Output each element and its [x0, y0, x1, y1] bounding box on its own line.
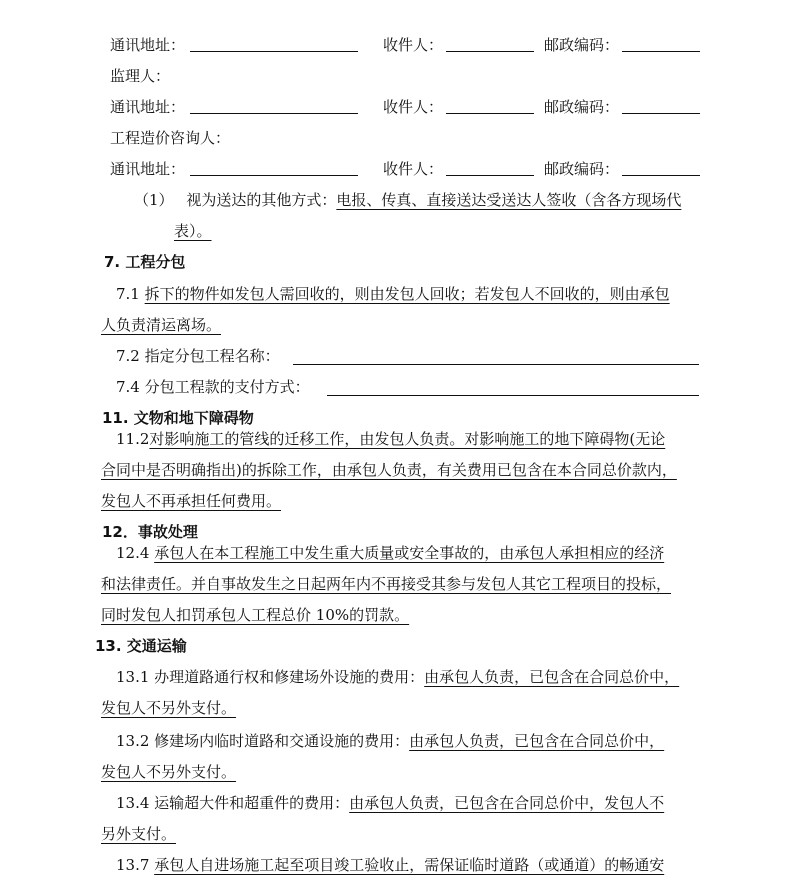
clause-number: 7.1	[116, 285, 140, 303]
clause-text-cont: 表）。	[174, 222, 212, 240]
clause-number: （1）	[134, 191, 174, 209]
clause-label: 13.2 修建场内临时道路和交通设施的费用：	[116, 732, 410, 750]
clause-text: 同时发包人扣罚承包人工程总价 10%的罚款。	[101, 606, 410, 624]
postcode-label: 邮政编码：	[544, 160, 620, 178]
recipient-label: 收件人：	[383, 98, 444, 116]
address-blank	[190, 97, 358, 114]
clause-11-2-line1	[116, 429, 665, 449]
clause-text: 发包人不另外支付。	[101, 699, 237, 717]
clause-7-2-blank	[293, 348, 699, 365]
address-blank	[190, 35, 358, 52]
clause-label: 7.2 指定分包工程名称：	[116, 347, 280, 365]
clause-text: 拆下的物件如发包人需回收的，则由发包人回收；若发包人不回收的，则由承包	[144, 285, 670, 303]
address-label: 通讯地址：	[110, 36, 186, 54]
clause-11-2-line3	[101, 491, 281, 511]
section-heading: 13. 交通运输	[95, 637, 187, 655]
clause-text: 发包人不再承担任何费用。	[101, 492, 282, 510]
address-label: 通讯地址：	[110, 160, 186, 178]
supervisor-label: 监理人：	[110, 67, 171, 85]
clause-label: 13.1 办理道路通行权和修建场外设施的费用：	[116, 668, 425, 686]
clause-text: 承包人在本工程施工中发生重大质量或安全事故的，由承包人承担相应的经济	[154, 544, 665, 562]
clause-text-cont: 人负责清运离场。	[101, 316, 222, 334]
clause-7-4-blank	[327, 379, 699, 396]
clause-prefix: 视为送达的其他方式：	[186, 191, 337, 209]
postcode-blank	[622, 159, 700, 176]
section-heading: 12．事故处理	[102, 523, 198, 541]
clause-text: 另外支付。	[101, 825, 177, 843]
clause-number: 12.4	[116, 544, 150, 562]
postcode-label: 邮政编码：	[544, 36, 620, 54]
clause-text: 承包人自进场施工起至项目竣工验收止，需保证临时道路（或通道）的畅通安	[154, 856, 665, 874]
clause-13-1-line2	[101, 698, 236, 718]
recipient-blank	[446, 35, 534, 52]
clause-12-4-line3	[101, 605, 409, 625]
clause-text: 由承包人负责，已包含在合同总价中，	[409, 732, 665, 750]
clause-text: 发包人不另外支付。	[101, 763, 237, 781]
clause-text: 和法律责任。并自事故发生之日起两年内不再接受其参与发包人其它工程项目的投标，	[101, 575, 672, 593]
contact-row-1	[0, 35, 792, 55]
cost-consultant-label: 工程造价咨询人：	[110, 129, 231, 147]
clause-13-4-line2	[101, 824, 176, 844]
clause-7-4	[116, 377, 310, 397]
clause-text: 合同中是否明确指出)的拆除工作，由承包人负责，有关费用已包含在本合同总价款内，	[101, 461, 677, 479]
clause-13-1-line1	[116, 667, 679, 687]
clause-number: 11.2	[116, 430, 150, 448]
clause-13-2-line2	[101, 762, 236, 782]
recipient-blank	[446, 159, 534, 176]
clause-7-1-line1	[116, 284, 670, 304]
recipient-label: 收件人：	[383, 36, 444, 54]
recipient-blank	[446, 97, 534, 114]
delivery-clause-line1	[134, 190, 681, 210]
postcode-label: 邮政编码：	[544, 98, 620, 116]
address-blank	[190, 159, 358, 176]
section-heading: 7. 工程分包	[104, 253, 186, 271]
section-heading: 11. 文物和地下障碍物	[102, 409, 254, 427]
recipient-label: 收件人：	[383, 160, 444, 178]
clause-text: 对影响施工的管线的迁移工作，由发包人负责。对影响施工的地下障碍物(无论	[149, 430, 666, 448]
clause-13-7-line1	[116, 855, 664, 875]
clause-number: 13.7	[116, 856, 150, 874]
address-label: 通讯地址：	[110, 98, 186, 116]
clause-label: 13.4 运输超大件和超重件的费用：	[116, 794, 350, 812]
clause-7-1-line2	[101, 315, 221, 335]
postcode-blank	[622, 97, 700, 114]
postcode-blank	[622, 35, 700, 52]
contact-row-3	[0, 159, 792, 179]
delivery-clause-line2	[174, 221, 212, 241]
clause-text: 由承包人负责，已包含在合同总价中，发包人不	[349, 794, 665, 812]
clause-13-2-line1	[116, 731, 664, 751]
clause-text: 由承包人负责，已包含在合同总价中，	[424, 668, 680, 686]
clause-label: 7.4 分包工程款的支付方式：	[116, 378, 310, 396]
clause-13-4-line1	[116, 793, 664, 813]
clause-text: 电报、传真、直接送达受送达人签收（含各方现场代	[336, 191, 682, 209]
clause-12-4-line2	[101, 574, 671, 594]
clause-11-2-line2	[101, 460, 677, 480]
contact-row-2	[0, 97, 792, 117]
clause-12-4-line1	[116, 543, 664, 563]
clause-7-2	[116, 346, 280, 366]
